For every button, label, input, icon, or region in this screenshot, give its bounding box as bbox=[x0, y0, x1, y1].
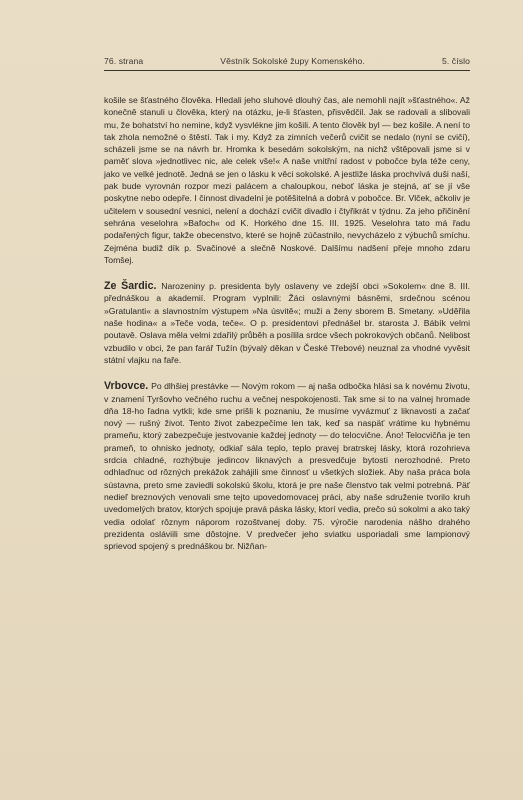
article-body bbox=[104, 94, 470, 552]
article-title: Ze Šardic. bbox=[104, 280, 162, 293]
article-sardice bbox=[104, 280, 470, 366]
running-header bbox=[104, 56, 470, 66]
header-rule bbox=[104, 70, 470, 71]
article-continuation bbox=[104, 94, 470, 266]
journal-title: Věstník Sokolské župy Komenského. bbox=[220, 56, 365, 66]
issue-number: 5. číslo bbox=[441, 56, 470, 66]
article-vrbovce bbox=[104, 380, 470, 552]
page-number: 76. strana bbox=[104, 56, 144, 66]
article-text: košile se šťastného člověka. Hledali jeho sluhové dlouhý čas, ale nemohli najít »šťastného«. Až konečně stanuli u člověka, který na otázku, je-li šťasten, přisvědčil. Jak se radovali a slibovali mu, že bohatství ho nemine, když vysvlékne jim košili. A tento člověk byl — bez košile. A není to tak zhola nemožné o štěstí. Tak i my. Když za zimních večerů cvičit se nedalo (nyní se cvičí), scházeli jsme se na návrh br. Hromka k besedám sokolským, na nichž vštěpovali jsme si v paměť slova »jednotlivec nic, ale celek vše!« A naše vnitřní radost v pobočce byla téže ceny, jako ve velké jednotě. Jedná se jen o lásku k věci sokolské. A jestliže láska prochvívá duši naší, pak bude vyrovnán rozpor mezi palácem a chaloupkou, neboť láska je stejná, ať se jí vše poskytne nebo odepře. I činnost divadelní je potěšitelná a dobrá v pobočce. Br. Vlček, ačkoliv je učitelem v sousední vesnici, nelení a dochází cvičit divadlo i čtyřikrát v týdnu. Za jeho přičinění sehrána veselohra »Bafoch« od K. Horkého dne 15. III. 1925. Veselohra tato má řadu podařených figur, takže obecenstvo, které se hojně zúčastnilo, nevycházelo z výbuchů smíchu. Zejména budiž dík p. Svačinové a slečně Noskové. Dalšímu nadšení přeje mnoho zdaru Tomšej. bbox=[104, 95, 470, 265]
article-text: Po dlhšiej prestávke — Novým rokom — aj naša odbočka hlási sa k novému životu, v znamení Tyršovho večného ruchu a večnej nespokojenosti. Tak sme si to na valnej hromade dňa 18-ho ľadna vytkli; kde sme prišli k poznaniu, že musíme vyvázmuť z liknavosti a začať nový — rušný život. Tento život zabezpečíme len tak, keď sa naspäť vrátime ku hybnému prameňu, ktorý zabezpečuje jestvovanie každej jednoty — do telocvične. Áno! Telocvičňa je ten prameň, to ohnisko jednoty, odkiaľ sála teplo, teplo pravej bratrskej lásky, ktorá rozohrieva srdcia chladné, rozhýbuje jedincov liknavých a presvedčuje bytosti nerozhodné. Preto odhlaďnuc od rôzných prekážok zahájili sme činnosť u všetkých složiek. Aby naša práca bola sústavna, preto sme zaviedli sokolskú školu, ktorá je pre naše členstvo tak velmi potrebná. Päť nedieľ breznových venovali sme tejto upovedomovacej práci, aby naše sdruženie tvorilo kruh uvedomelých bratov, ktorých spojuje pravá páska lásky, ktorí vedia, prečo sú sokolmi a ako taký vedia odolať rôznym náporom rozoštvanej doby. 75. výročie narodenia nášho drahého prezidenta osláviili sme dôstojne. V predvečer jeho sviatku usporiadali sme lampionový sprievod spojený s prednáškou br. Nižňan- bbox=[104, 381, 471, 552]
article-title: Vrbovce. bbox=[104, 380, 152, 393]
article-text: Narozeniny p. presidenta byly oslaveny ve zdejší obci »Sokolem« dne 8. III. přednáškou a akademií. Program vyplnili: Žáci oslavnými básněmi, srdečnou scénou »Gratulanti« a slavnostním výstupem »Na úsvitě«; muži a ženy sborem B. Smetany. »Uděřila naše hodina« a »Teče voda, teče«. O p. presidentovi přednášel br. starosta J. Bábík velmi poutavě. Oslava měla velmi zdařilý průběh a posílila srdce všech pokrokových občanů. Nelibost vzbudilo v obci, že pan farář Tužín (bývalý děkan v České Třebové) neuznal za vhodné vyvěsit státní vlajku na faře. bbox=[104, 281, 470, 365]
